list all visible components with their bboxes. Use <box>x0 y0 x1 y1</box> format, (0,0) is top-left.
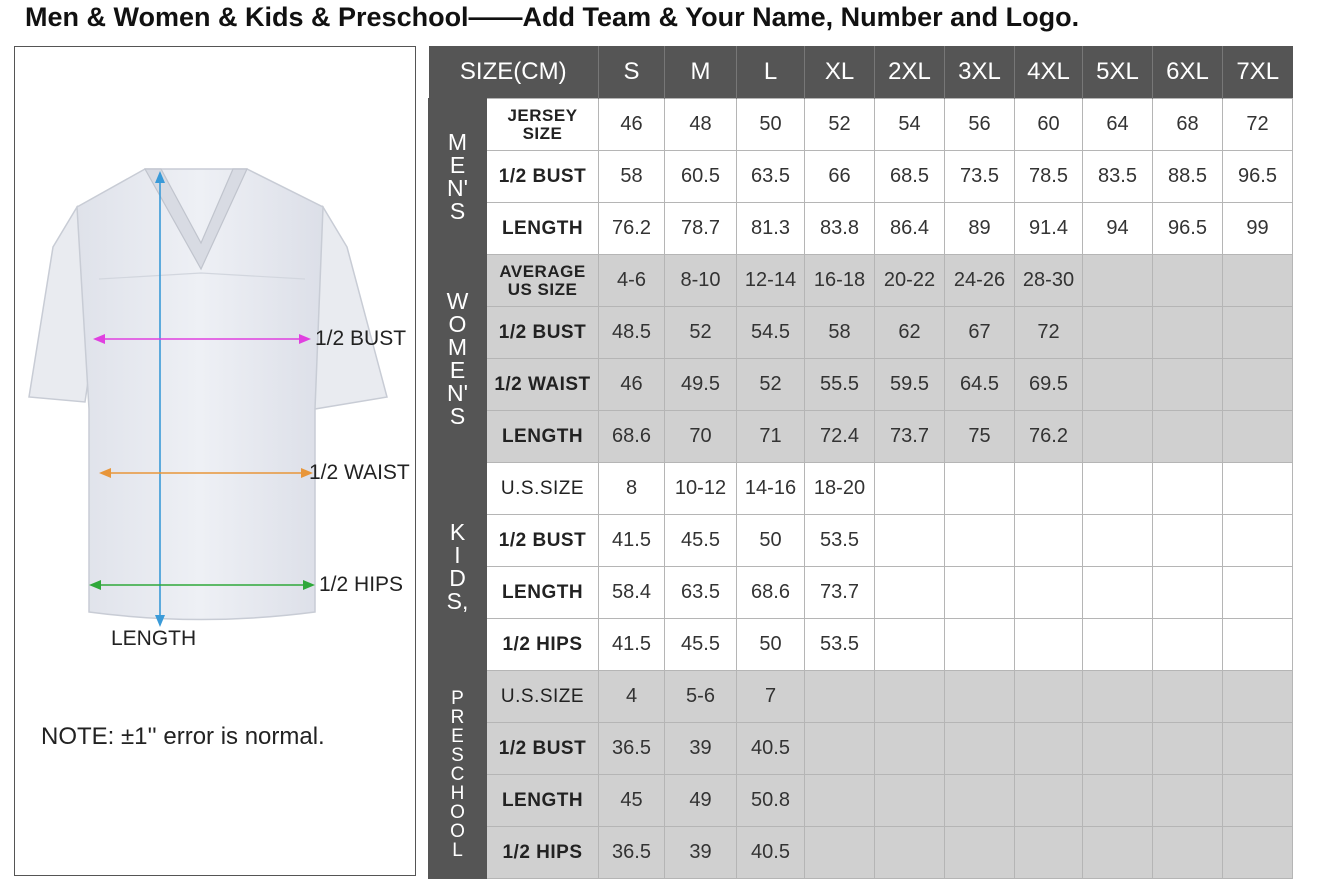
page-headline: Men & Women & Kids & Preschool——Add Team & Your Name, Number and Logo. <box>25 2 1080 32</box>
size-value-cell: 4 <box>599 671 665 723</box>
size-value-cell <box>805 723 875 775</box>
group-letter: S <box>451 745 464 766</box>
size-value-cell <box>1153 307 1223 359</box>
size-value-cell <box>1223 567 1293 619</box>
size-value-cell <box>1223 411 1293 463</box>
row-label: LENGTH <box>487 775 599 827</box>
size-value-cell <box>1083 671 1153 723</box>
size-value-cell: 72 <box>1015 307 1083 359</box>
size-value-cell <box>1083 411 1153 463</box>
size-value-cell: 48.5 <box>599 307 665 359</box>
size-value-cell <box>1083 567 1153 619</box>
row-label: 1/2 BUST <box>487 151 599 203</box>
group-letter: E <box>449 151 466 178</box>
group-letter: P <box>451 688 464 709</box>
size-value-cell <box>1083 307 1153 359</box>
size-value-cell: 8 <box>599 463 665 515</box>
size-value-cell <box>945 775 1015 827</box>
length-label: LENGTH <box>111 627 197 650</box>
size-value-cell <box>945 619 1015 671</box>
size-value-cell: 45.5 <box>665 515 737 567</box>
size-value-cell: 46 <box>599 359 665 411</box>
size-value-cell <box>1153 359 1223 411</box>
group-letter: N' <box>446 174 468 201</box>
size-value-cell: 68 <box>1153 99 1223 151</box>
size-value-cell: 10-12 <box>665 463 737 515</box>
size-header-row <box>429 46 1293 99</box>
size-row <box>429 671 1293 723</box>
size-value-cell: 73.7 <box>875 411 945 463</box>
size-value-cell: 39 <box>665 723 737 775</box>
size-value-cell: 39 <box>665 827 737 879</box>
row-label: JERSEY SIZE <box>487 99 599 151</box>
size-value-cell <box>1083 255 1153 307</box>
size-value-cell: 64.5 <box>945 359 1015 411</box>
size-value-cell: 53.5 <box>805 619 875 671</box>
size-value-cell: 59.5 <box>875 359 945 411</box>
size-value-cell: 63.5 <box>665 567 737 619</box>
group-letter: S <box>449 197 466 224</box>
row-label: 1/2 BUST <box>487 723 599 775</box>
size-value-cell <box>1015 775 1083 827</box>
group-label-1 <box>429 255 487 463</box>
size-value-cell: 40.5 <box>737 723 805 775</box>
size-row <box>429 463 1293 515</box>
size-value-cell <box>1153 255 1223 307</box>
group-letter: L <box>452 840 463 861</box>
size-value-cell: 54 <box>875 99 945 151</box>
size-value-cell <box>1153 775 1223 827</box>
size-value-cell <box>1153 463 1223 515</box>
row-label: U.S.SIZE <box>487 463 599 515</box>
hips-label: 1/2 HIPS <box>319 573 404 596</box>
size-value-cell <box>1015 515 1083 567</box>
size-value-cell: 73.7 <box>805 567 875 619</box>
size-value-cell: 12-14 <box>737 255 805 307</box>
size-value-cell: 71 <box>737 411 805 463</box>
group-letter: S <box>449 402 466 429</box>
size-value-cell <box>1083 359 1153 411</box>
size-value-cell: 14-16 <box>737 463 805 515</box>
size-value-cell: 70 <box>665 411 737 463</box>
size-value-cell <box>1015 463 1083 515</box>
group-letter: O <box>450 802 465 823</box>
size-value-cell: 83.5 <box>1083 151 1153 203</box>
size-value-cell: 60 <box>1015 99 1083 151</box>
tolerance-note: NOTE: ±1'' error is normal. <box>41 723 325 750</box>
size-value-cell: 58.4 <box>599 567 665 619</box>
size-value-cell <box>1083 619 1153 671</box>
size-value-cell: 49 <box>665 775 737 827</box>
size-value-cell: 18-20 <box>805 463 875 515</box>
size-value-cell: 73.5 <box>945 151 1015 203</box>
size-value-cell: 76.2 <box>599 203 665 255</box>
size-value-cell: 78.7 <box>665 203 737 255</box>
size-value-cell <box>1153 411 1223 463</box>
group-letter: S, <box>446 587 469 614</box>
size-chart-body <box>429 99 1293 879</box>
size-value-cell <box>1153 619 1223 671</box>
size-value-cell: 40.5 <box>737 827 805 879</box>
size-value-cell <box>805 775 875 827</box>
size-value-cell <box>1015 723 1083 775</box>
size-value-cell <box>1083 515 1153 567</box>
group-letter: K <box>449 518 466 545</box>
size-value-cell: 50 <box>737 619 805 671</box>
size-value-cell: 72 <box>1223 99 1293 151</box>
size-value-cell: 36.5 <box>599 827 665 879</box>
size-value-cell <box>945 723 1015 775</box>
size-value-cell: 48 <box>665 99 737 151</box>
size-row <box>429 359 1293 411</box>
size-value-cell: 66 <box>805 151 875 203</box>
size-value-cell: 60.5 <box>665 151 737 203</box>
size-value-cell <box>1223 671 1293 723</box>
size-value-cell: 63.5 <box>737 151 805 203</box>
size-value-cell: 8-10 <box>665 255 737 307</box>
size-header-4xl: 4XL <box>1015 46 1083 99</box>
size-value-cell: 50.8 <box>737 775 805 827</box>
size-value-cell <box>875 723 945 775</box>
size-value-cell <box>1083 463 1153 515</box>
size-value-cell: 89 <box>945 203 1015 255</box>
size-row <box>429 567 1293 619</box>
size-row <box>429 151 1293 203</box>
size-value-cell <box>945 515 1015 567</box>
waist-label: 1/2 WAIST <box>309 461 410 484</box>
size-row <box>429 99 1293 151</box>
size-value-cell <box>875 775 945 827</box>
size-value-cell: 28-30 <box>1015 255 1083 307</box>
size-value-cell: 24-26 <box>945 255 1015 307</box>
size-chart-table <box>428 46 1293 879</box>
size-header-7xl: 7XL <box>1223 46 1293 99</box>
size-value-cell: 68.5 <box>875 151 945 203</box>
size-value-cell: 56 <box>945 99 1015 151</box>
row-label: 1/2 HIPS <box>487 827 599 879</box>
size-value-cell: 81.3 <box>737 203 805 255</box>
group-letter: D <box>449 564 466 591</box>
group-letter: M <box>447 128 468 155</box>
size-value-cell <box>1083 775 1153 827</box>
size-value-cell: 68.6 <box>737 567 805 619</box>
group-letter: E <box>449 356 466 383</box>
size-value-cell <box>1153 671 1223 723</box>
size-value-cell: 54.5 <box>737 307 805 359</box>
size-value-cell: 78.5 <box>1015 151 1083 203</box>
size-value-cell <box>1223 255 1293 307</box>
size-value-cell: 45.5 <box>665 619 737 671</box>
group-label-0 <box>429 99 487 255</box>
size-value-cell: 52 <box>665 307 737 359</box>
group-letter: H <box>450 783 465 804</box>
group-label-2 <box>429 463 487 671</box>
size-value-cell: 67 <box>945 307 1015 359</box>
size-value-cell <box>875 515 945 567</box>
size-value-cell: 72.4 <box>805 411 875 463</box>
size-chart-table-wrapper <box>428 46 1293 879</box>
row-label: LENGTH <box>487 567 599 619</box>
row-label: LENGTH <box>487 203 599 255</box>
row-label: 1/2 BUST <box>487 307 599 359</box>
size-value-cell <box>875 619 945 671</box>
size-row <box>429 411 1293 463</box>
size-value-cell: 96.5 <box>1153 203 1223 255</box>
size-value-cell: 4-6 <box>599 255 665 307</box>
size-value-cell: 68.6 <box>599 411 665 463</box>
size-row <box>429 619 1293 671</box>
size-value-cell <box>1153 723 1223 775</box>
size-value-cell <box>1223 307 1293 359</box>
size-header-6xl: 6XL <box>1153 46 1223 99</box>
jersey-measurement-diagram <box>14 46 416 876</box>
size-value-cell: 50 <box>737 515 805 567</box>
size-value-cell: 41.5 <box>599 619 665 671</box>
size-value-cell: 53.5 <box>805 515 875 567</box>
size-row <box>429 515 1293 567</box>
size-value-cell <box>945 567 1015 619</box>
size-header-xl: XL <box>805 46 875 99</box>
size-value-cell: 7 <box>737 671 805 723</box>
size-value-cell: 91.4 <box>1015 203 1083 255</box>
size-value-cell: 64 <box>1083 99 1153 151</box>
size-row <box>429 255 1293 307</box>
size-header-2xl: 2XL <box>875 46 945 99</box>
size-value-cell <box>1083 723 1153 775</box>
size-value-cell: 55.5 <box>805 359 875 411</box>
size-row <box>429 723 1293 775</box>
size-value-cell: 76.2 <box>1015 411 1083 463</box>
size-value-cell: 16-18 <box>805 255 875 307</box>
size-value-cell <box>945 671 1015 723</box>
size-value-cell <box>945 463 1015 515</box>
size-row <box>429 203 1293 255</box>
group-letter: E <box>451 726 464 747</box>
group-letter: I <box>454 541 461 568</box>
size-value-cell: 52 <box>805 99 875 151</box>
size-value-cell <box>875 463 945 515</box>
size-value-cell <box>1015 567 1083 619</box>
size-value-cell: 41.5 <box>599 515 665 567</box>
size-value-cell: 46 <box>599 99 665 151</box>
size-header-l: L <box>737 46 805 99</box>
size-value-cell: 99 <box>1223 203 1293 255</box>
group-label-3 <box>429 671 487 879</box>
size-header-5xl: 5XL <box>1083 46 1153 99</box>
size-value-cell: 96.5 <box>1223 151 1293 203</box>
size-value-cell <box>875 567 945 619</box>
group-letter: N' <box>446 379 468 406</box>
size-header-label: SIZE(CM) <box>429 46 599 99</box>
row-label: 1/2 HIPS <box>487 619 599 671</box>
size-value-cell: 50 <box>737 99 805 151</box>
size-value-cell <box>1223 463 1293 515</box>
row-label: U.S.SIZE <box>487 671 599 723</box>
size-value-cell <box>805 671 875 723</box>
row-label: 1/2 WAIST <box>487 359 599 411</box>
size-header-3xl: 3XL <box>945 46 1015 99</box>
group-letter: O <box>450 821 465 842</box>
row-label: 1/2 BUST <box>487 515 599 567</box>
bust-label: 1/2 BUST <box>315 327 407 350</box>
size-value-cell: 83.8 <box>805 203 875 255</box>
size-value-cell: 58 <box>805 307 875 359</box>
group-letter: R <box>450 707 465 728</box>
size-value-cell <box>1223 619 1293 671</box>
size-value-cell: 62 <box>875 307 945 359</box>
group-letter: C <box>450 764 465 785</box>
size-value-cell <box>1153 567 1223 619</box>
size-value-cell: 58 <box>599 151 665 203</box>
size-value-cell <box>875 671 945 723</box>
group-letter: W <box>446 287 469 314</box>
size-value-cell: 69.5 <box>1015 359 1083 411</box>
row-label: LENGTH <box>487 411 599 463</box>
size-value-cell: 36.5 <box>599 723 665 775</box>
size-header-s: S <box>599 46 665 99</box>
size-value-cell <box>1015 619 1083 671</box>
size-value-cell <box>1223 723 1293 775</box>
group-letter: O <box>448 310 467 337</box>
size-value-cell <box>1153 515 1223 567</box>
size-row <box>429 775 1293 827</box>
size-row <box>429 307 1293 359</box>
size-value-cell: 94 <box>1083 203 1153 255</box>
size-value-cell <box>1223 359 1293 411</box>
group-letter: M <box>447 333 468 360</box>
size-header-m: M <box>665 46 737 99</box>
size-value-cell: 45 <box>599 775 665 827</box>
size-value-cell: 88.5 <box>1153 151 1223 203</box>
size-value-cell: 49.5 <box>665 359 737 411</box>
size-value-cell <box>1015 671 1083 723</box>
jersey-body <box>77 169 323 620</box>
size-value-cell: 86.4 <box>875 203 945 255</box>
size-value-cell: 75 <box>945 411 1015 463</box>
size-value-cell: 20-22 <box>875 255 945 307</box>
size-value-cell: 5-6 <box>665 671 737 723</box>
row-label: AVERAGE US SIZE <box>487 255 599 307</box>
size-value-cell: 52 <box>737 359 805 411</box>
size-value-cell <box>1223 775 1293 827</box>
size-value-cell <box>1223 515 1293 567</box>
